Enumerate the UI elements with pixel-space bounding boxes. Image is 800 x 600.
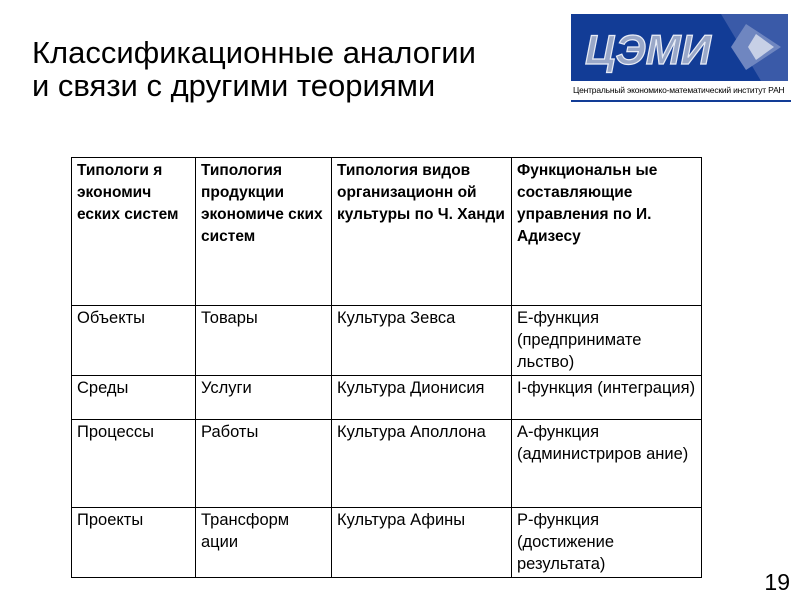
table-row (72, 376, 702, 420)
table-cell: Объекты (72, 306, 196, 376)
slide-title (32, 36, 562, 102)
table-cell: Товары (196, 306, 332, 376)
table-cell: E-функция (предпринимате льство) (512, 306, 702, 376)
caption-underline (571, 100, 791, 102)
table-row (72, 306, 702, 376)
title-line-1: Классификационные аналогии (32, 35, 476, 70)
table-cell: Работы (196, 420, 332, 508)
header-cell: Функциональн ые составляющие управления по И. Адизесу (512, 158, 702, 306)
header-cell: Типология продукции экономиче ских систем (196, 158, 332, 306)
table-cell: P-функция (достижение результата) (512, 508, 702, 578)
page-number: 19 (764, 569, 790, 595)
table-cell: I-функция (интеграция) (512, 376, 702, 420)
table-cell: Культура Аполлона (332, 420, 512, 508)
table-cell: Услуги (196, 376, 332, 420)
classification-table (71, 157, 702, 578)
table-cell: A-функция (администриров ание) (512, 420, 702, 508)
table-row (72, 508, 702, 578)
institute-logo (571, 14, 788, 81)
logo-text: ЦЭМИ (585, 26, 711, 73)
table-cell: Процессы (72, 420, 196, 508)
table-header-row (72, 158, 702, 306)
table-cell: Культура Афины (332, 508, 512, 578)
table-row (72, 420, 702, 508)
table-cell: Трансформ ации (196, 508, 332, 578)
logo-graphic (571, 14, 788, 81)
table-cell: Среды (72, 376, 196, 420)
table-cell: Культура Дионисия (332, 376, 512, 420)
table-cell: Проекты (72, 508, 196, 578)
table-cell: Культура Зевса (332, 306, 512, 376)
header-cell: Типология видов организационн ой культуры по Ч. Ханди (332, 158, 512, 306)
header-cell: Типологи я экономич еских систем (72, 158, 196, 306)
institute-caption: Центральный экономико-математический институт РАН (573, 85, 785, 95)
title-line-2: и связи с другими теориями (32, 68, 436, 103)
